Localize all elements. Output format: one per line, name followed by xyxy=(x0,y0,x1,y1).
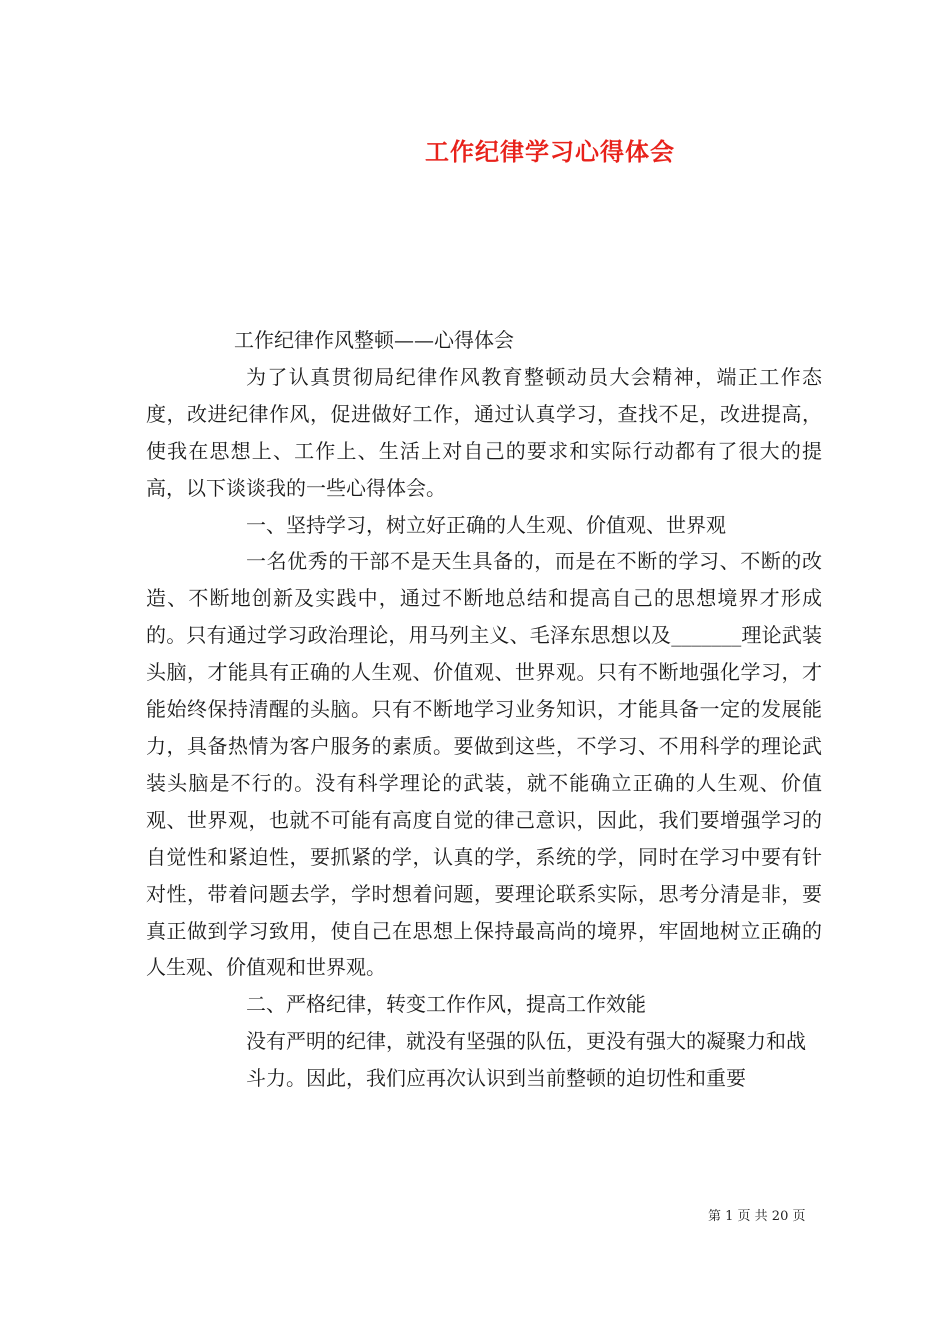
paragraph-section-2-part-1: 没有严明的纪律，就没有坚强的队伍，更没有强大的凝聚力和战 xyxy=(246,1029,806,1054)
document-body xyxy=(146,322,822,1097)
page-number-footer: 第 1 页 共 20 页 xyxy=(708,1209,806,1224)
document-subtitle: 工作纪律作风整顿——心得体会 xyxy=(234,328,514,352)
document-title: 工作纪律学习心得体会 xyxy=(425,137,675,166)
section-heading-1: 一、坚持学习，树立好正确的人生观、价值观、世界观 xyxy=(246,512,726,537)
paragraph-intro: 为了认真贯彻局纪律作风教育整顿动员大会精神，端正工作态度，改进纪律作风，促进做好工作，通过认真学习，查找不足，改进提高，使我在思想上、工作上、生活上对自己的要求和实际行动都有了很大的提高，以下谈谈我的一些心得体会。 xyxy=(146,364,822,500)
paragraph-section-1: 一名优秀的干部不是天生具备的，而是在不断的学习、不断的改造、不断地创新及实践中，通过不断地总结和提高自己的思想境界才形成的。只有通过学习政治理论，用马列主义、毛泽东思想以及_______理论武装头脑，才能具有正确的人生观、价值观、世界观。只有不断地强化学习，才能始终保持清醒的头脑。只有不断地学习业务知识，才能具备一定的发展能力，具备热情为客户服务的素质。要做到这些，不学习、不用科学的理论武装头脑是不行的。没有科学理论的武装，就不能确立正确的人生观、价值观、世界观，也就不可能有高度自觉的律己意识，因此，我们要增强学习的自觉性和紧迫性，要抓紧的学，认真的学，系统的学，同时在学习中要有针对性，带着问题去学，学时想着问题，要理论联系实际，思考分清是非，要真正做到学习致用，使自己在思想上保持最高尚的境界，牢固地树立正确的人生观、价值观和世界观。 xyxy=(146,549,822,980)
section-heading-2: 二、严格纪律，转变工作作风，提高工作效能 xyxy=(246,992,646,1017)
paragraph-section-2-part-2: 斗力。因此，我们应再次认识到当前整顿的迫切性和重要 xyxy=(246,1066,746,1091)
